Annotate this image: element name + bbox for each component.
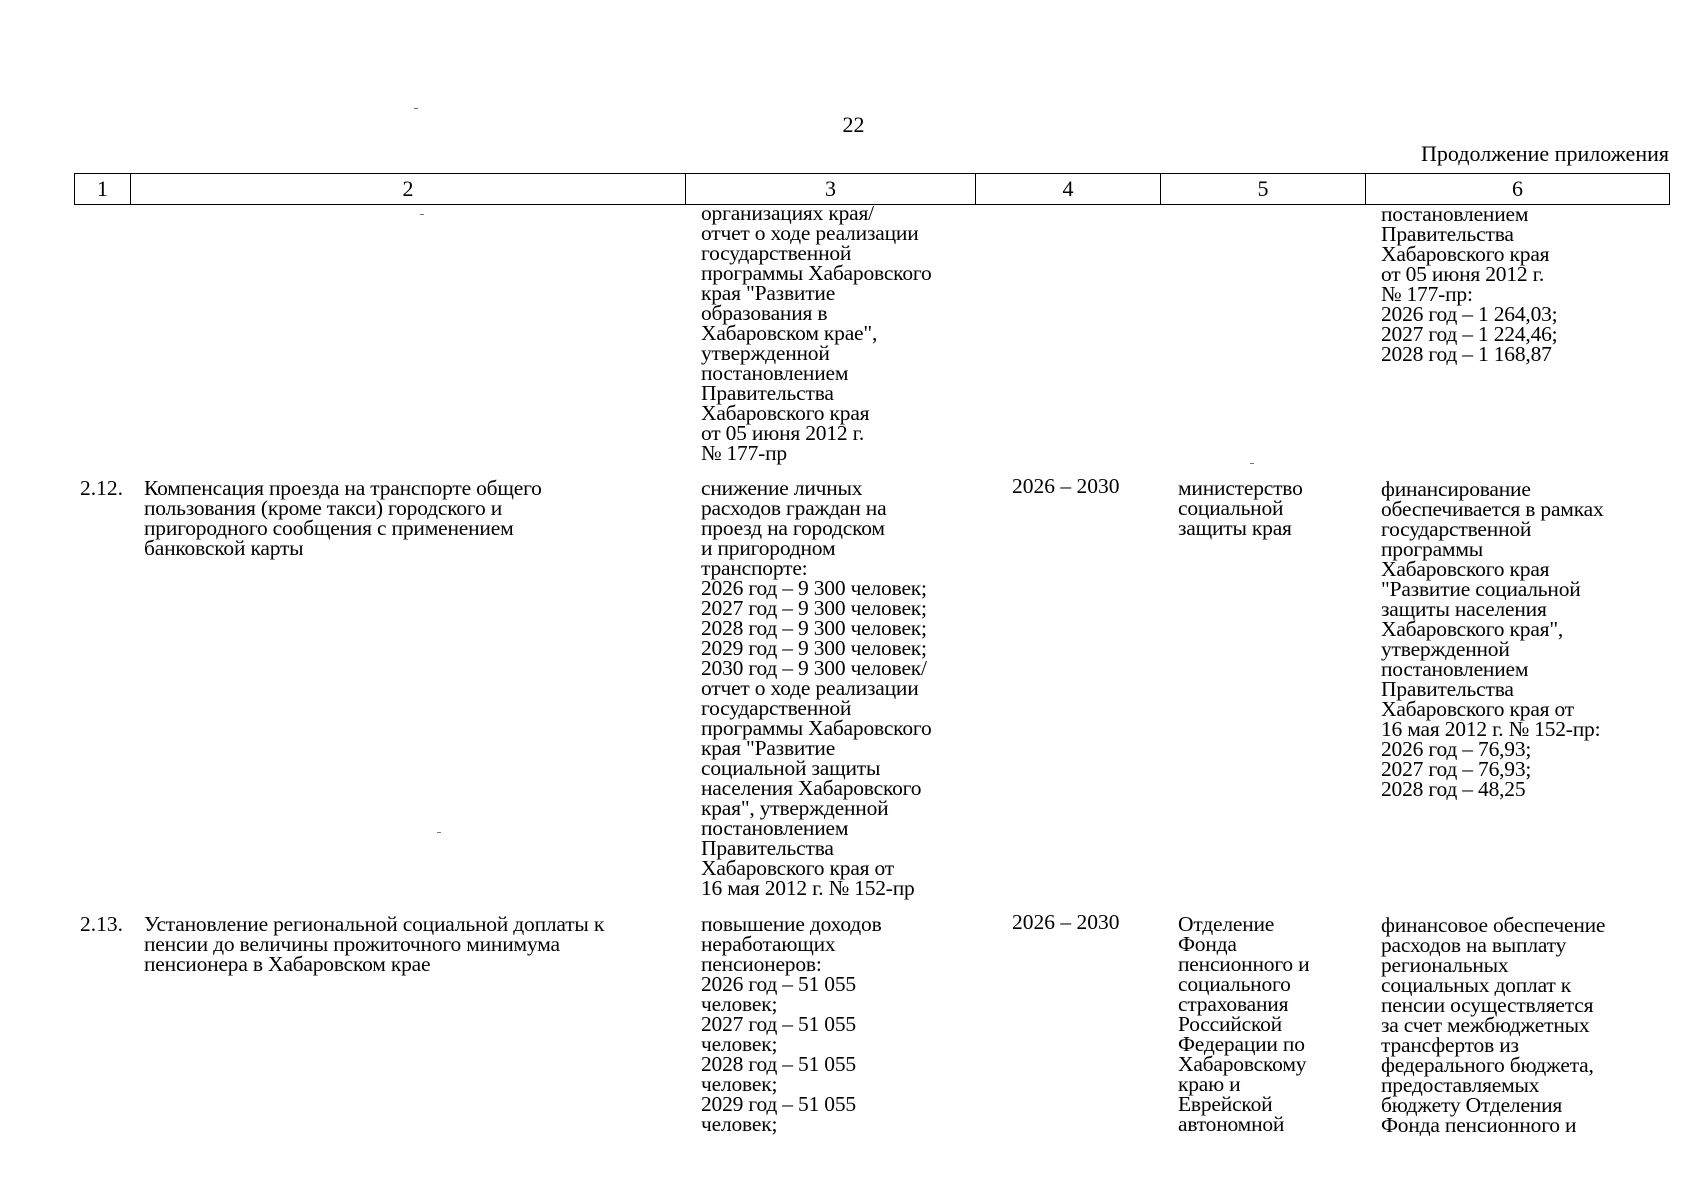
row-col3-line: Хабаровского края от	[701, 856, 894, 880]
row-col5-line: защиты края	[1178, 516, 1292, 540]
row-col3-line: проезд на городском	[701, 516, 885, 540]
row-col2-line: банковской карты	[144, 536, 304, 560]
row-number: 2.13.	[80, 912, 123, 936]
row-col6-line: региональных	[1381, 953, 1509, 977]
row-col3-line: снижение личных	[701, 476, 863, 500]
row-col6-line: государственной	[1381, 517, 1532, 541]
row-col6-line: Хабаровского края	[1381, 557, 1550, 581]
row-col3-line: социальной защиты	[701, 756, 881, 780]
row-col5-line: Отделение	[1178, 912, 1275, 936]
row-col3-line: транспорте:	[701, 556, 808, 580]
header-col-6: 6	[1512, 176, 1523, 201]
row-col3-line: и пригородном	[701, 536, 836, 560]
row-col3-line: отчет о ходе реализации	[701, 676, 919, 700]
row-col3-line: 2028 год – 9 300 человек;	[701, 616, 927, 640]
row-col3-line: программы Хабаровского	[701, 716, 932, 740]
header-col-5: 5	[1161, 174, 1366, 204]
row-col6-line: финансовое обеспечение	[1381, 913, 1606, 937]
row-col3-line: 2027 год – 9 300 человек;	[701, 596, 927, 620]
row-col3-line: человек;	[701, 1032, 778, 1056]
header-col-4: 4	[976, 174, 1161, 204]
row-col6-line: защиты населения	[1381, 597, 1547, 621]
row-col2-line: пользования (кроме такси) городского и	[144, 496, 503, 520]
fragment-col6-line: Хабаровского края	[1381, 242, 1550, 266]
row-col3-line: 2026 год – 51 055	[701, 972, 856, 996]
row-col5-line: Фонда	[1178, 932, 1237, 956]
fragment-col3-line: утвержденной	[701, 341, 830, 365]
fragment-col6-line: постановлением	[1381, 202, 1529, 226]
row-col6-line: Хабаровского края от	[1381, 697, 1574, 721]
row-col5-line: автономной	[1178, 1112, 1285, 1136]
row-col2-line: Установление региональной социальной доплаты к	[144, 912, 605, 936]
row-period: 2026 – 2030	[1012, 474, 1120, 498]
row-col6-line: утвержденной	[1381, 637, 1510, 661]
fragment-col6-line: от 05 июня 2012 г.	[1381, 262, 1544, 286]
fragment-col3-line: постановлением	[701, 361, 849, 385]
row-col3-line: 2029 год – 9 300 человек;	[701, 636, 927, 660]
fragment-col6-line: Правительства	[1381, 222, 1514, 246]
fragment-col6-line: 2027 год – 1 224,46;	[1381, 322, 1558, 346]
scan-speck	[1250, 463, 1254, 464]
row-col6-line: 2026 год – 76,93;	[1381, 737, 1532, 761]
row-col3-line: 16 мая 2012 г. № 152-пр	[701, 876, 915, 900]
row-col6-line: федерального бюджета,	[1381, 1053, 1594, 1077]
row-col6-line: расходов на выплату	[1381, 933, 1567, 957]
row-col5-line: Хабаровскому	[1178, 1052, 1307, 1076]
row-col5-line: Российской	[1178, 1012, 1282, 1036]
row-col6-line: постановлением	[1381, 657, 1529, 681]
row-number: 2.12.	[80, 476, 123, 500]
fragment-col3-line: отчет о ходе реализации	[701, 221, 919, 245]
row-col2-line: пенсионера в Хабаровском крае	[144, 952, 431, 976]
fragment-col3-line: программы Хабаровского	[701, 261, 932, 285]
row-col3-line: неработающих	[701, 932, 836, 956]
row-col3-line: 2027 год – 51 055	[701, 1012, 856, 1036]
fragment-col3-line: Правительства	[701, 381, 834, 405]
row-col6-line: обеспечивается в рамках	[1381, 497, 1604, 521]
fragment-col3-line: № 177-пр	[701, 441, 787, 465]
row-col2-line: пригородного сообщения с применением	[144, 516, 514, 540]
row-col5-line: социальной	[1178, 496, 1284, 520]
fragment-col6-line: 2026 год – 1 264,03;	[1381, 302, 1558, 326]
fragment-col3-line: государственной	[701, 241, 852, 265]
row-col6-line: Хабаровского края",	[1381, 617, 1564, 641]
row-col3-line: 2028 год – 51 055	[701, 1052, 856, 1076]
row-col3-line: человек;	[701, 1072, 778, 1096]
row-col6-line: бюджету Отделения	[1381, 1093, 1563, 1117]
row-col3-line: населения Хабаровского	[701, 776, 922, 800]
header-col-3: 3	[686, 174, 976, 204]
row-col3-line: Правительства	[701, 836, 834, 860]
row-col6-line: "Развитие социальной	[1381, 577, 1581, 601]
fragment-col3-line: от 05 июня 2012 г.	[701, 421, 864, 445]
row-col6-line: социальных доплат к	[1381, 973, 1571, 997]
fragment-col3-line: организациях края/	[701, 201, 874, 225]
row-col3-line: пенсионеров:	[701, 952, 822, 976]
row-col6-line: Фонда пенсионного и	[1381, 1113, 1577, 1137]
row-col6-line: пенсии осуществляется	[1381, 993, 1594, 1017]
row-col3-line: расходов граждан на	[701, 496, 887, 520]
row-col3-line: повышение доходов	[701, 912, 882, 936]
fragment-col3-line: Хабаровском крае",	[701, 321, 878, 345]
fragment-col6-line: 2028 год – 1 168,87	[1381, 342, 1552, 366]
scan-speck	[414, 108, 418, 109]
row-col3-line: 2029 год – 51 055	[701, 1092, 856, 1116]
header-col-2: 2	[131, 174, 686, 204]
row-col3-line: 2026 год – 9 300 человек;	[701, 576, 927, 600]
row-col5-line: страхования	[1178, 992, 1289, 1016]
row-col3-line: постановлением	[701, 816, 849, 840]
row-col6-line: 2028 год – 48,25	[1381, 777, 1526, 801]
row-col3-line: 2030 год – 9 300 человек/	[701, 656, 927, 680]
page-number: 22	[842, 112, 865, 137]
fragment-col6-line: № 177-пр:	[1381, 282, 1473, 306]
row-col5-line: социального	[1178, 972, 1291, 996]
scan-speck	[437, 832, 441, 833]
continuation-label: Продолжение приложения	[1421, 141, 1669, 166]
row-col6-line: Правительства	[1381, 677, 1514, 701]
row-col6-line: финансирование	[1381, 477, 1531, 501]
row-col5-line: Еврейской	[1178, 1092, 1273, 1116]
row-col6-line: предоставляемых	[1381, 1073, 1540, 1097]
row-col3-line: государственной	[701, 696, 852, 720]
row-col5-line: министерство	[1178, 476, 1303, 500]
row-col2-line: пенсии до величины прожиточного минимума	[144, 932, 560, 956]
row-col3-line: края", утвержденной	[701, 796, 889, 820]
scan-speck	[420, 214, 424, 215]
row-col3-line: человек;	[701, 992, 778, 1016]
fragment-col3-line: образования в	[701, 301, 828, 325]
row-col3-line: человек;	[701, 1112, 778, 1136]
row-col5-line: краю и	[1178, 1072, 1241, 1096]
row-col6-line: за счет межбюджетных	[1381, 1013, 1590, 1037]
fragment-col3-line: Хабаровского края	[701, 401, 870, 425]
row-col5-line: Федерации по	[1178, 1032, 1305, 1056]
row-col3-line: края "Развитие	[701, 736, 836, 760]
row-col5-line: пенсионного и	[1178, 952, 1310, 976]
header-col-1: 1	[75, 174, 131, 204]
row-period: 2026 – 2030	[1012, 910, 1120, 934]
row-col6-line: программы	[1381, 537, 1483, 561]
row-col6-line: трансфертов из	[1381, 1033, 1519, 1057]
fragment-col3-line: края "Развитие	[701, 281, 836, 305]
row-col6-line: 16 мая 2012 г. № 152-пр:	[1381, 717, 1601, 741]
row-col2-line: Компенсация проезда на транспорте общего	[144, 476, 542, 500]
row-col6-line: 2027 год – 76,93;	[1381, 757, 1532, 781]
